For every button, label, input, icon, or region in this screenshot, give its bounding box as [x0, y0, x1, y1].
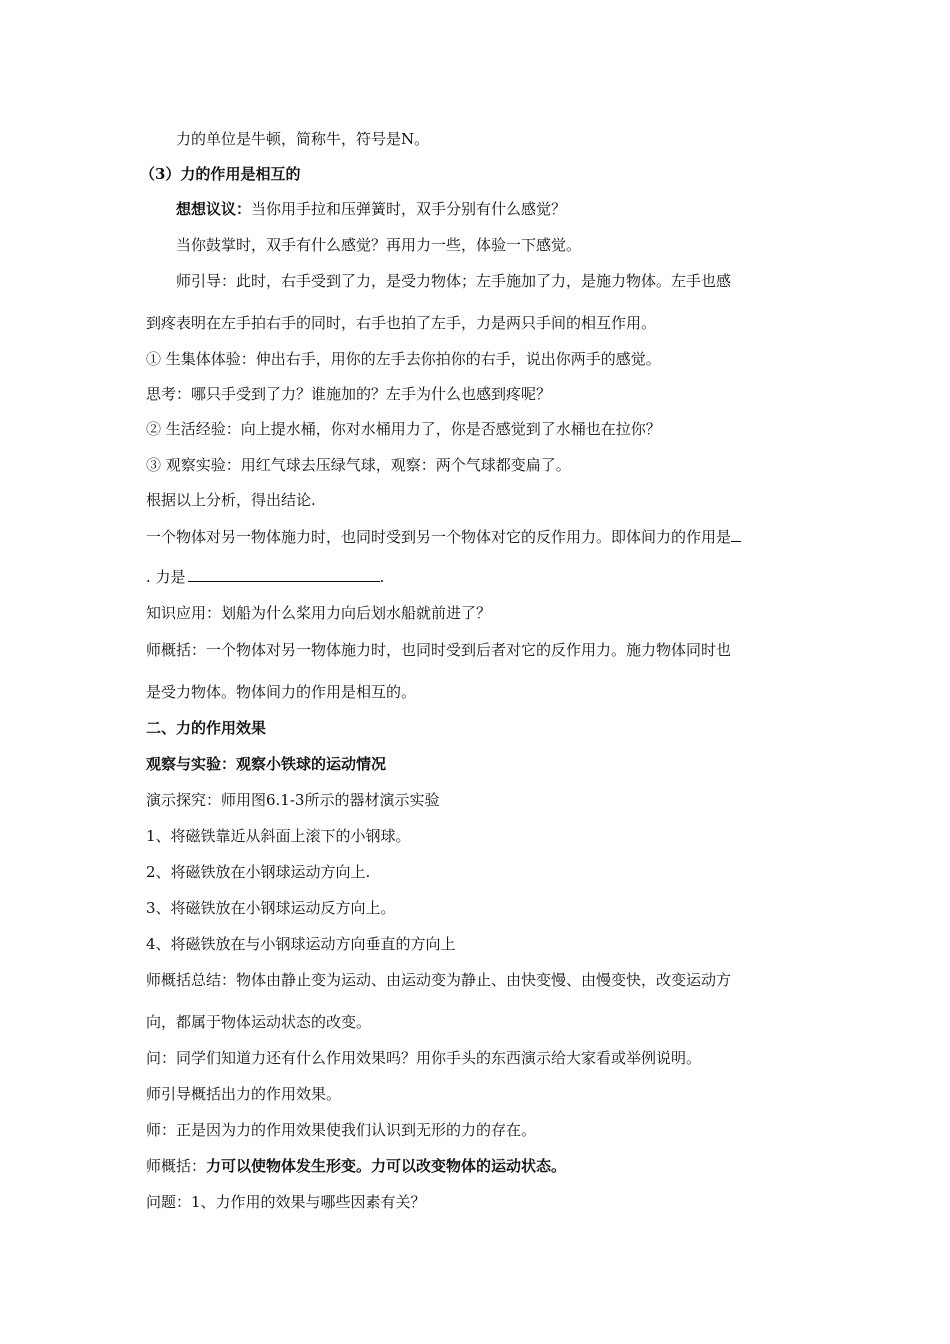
paragraph-knowledge-application: 知识应用：划船为什么桨用力向后划水船就前进了？	[146, 604, 492, 622]
list-item-experience-3: ③ 观察实验：用红气球去压绿气球，观察：两个气球都变扁了。	[146, 456, 571, 474]
final-summary-bold: 力可以使物体发生形变。力可以改变物体的运动状态。	[206, 1157, 567, 1175]
think-discuss-label: 想想议议：	[176, 200, 252, 218]
paragraph-teacher-guide-2: 到疼表明在左手拍右手的同时，右手也拍了左手，力是两只手间的相互作用。	[146, 314, 657, 332]
paragraph-unit-of-force: 力的单位是牛顿，简称牛，符号是N。	[176, 130, 430, 148]
paragraph-question-effects: 问：同学们知道力还有什么作用效果吗？用你手头的东西演示给大家看或举例说明。	[146, 1049, 702, 1067]
list-item-step-1: 1、将磁铁靠近从斜面上滚下的小钢球。	[146, 827, 411, 845]
paragraph-teacher-guide-effects: 师引导概括出力的作用效果。	[146, 1085, 342, 1103]
paragraph-motion-summary-1: 师概括总结：物体由静止变为运动、由运动变为静止、由快变慢、由慢变快，改变运动方	[146, 971, 732, 989]
subheading-observation: 观察与实验：观察小铁球的运动情况	[146, 755, 387, 773]
conclusion-period: .	[379, 568, 385, 586]
list-item-step-4: 4、将磁铁放在与小钢球运动方向垂直的方向上	[146, 935, 456, 953]
paragraph-conclusion-2	[146, 566, 810, 588]
fill-blank-1	[731, 526, 741, 542]
fill-blank-2	[188, 566, 380, 582]
list-item-experience-1: ① 生集体体验：伸出右手，用你的左手去你拍你的右手，说出你两手的感觉。	[146, 350, 661, 368]
paragraph-teacher-guide-1: 师引导：此时，右手受到了力，是受力物体；左手施加了力，是施力物体。左手也感	[176, 272, 732, 290]
list-item-step-3: 3、将磁铁放在小钢球运动反方向上。	[146, 899, 396, 917]
paragraph-demo: 演示探究：师用图6.1-3所示的器材演示实验	[146, 791, 440, 809]
conclusion-text-2: . 力是	[146, 568, 186, 586]
think-discuss-text: 当你用手拉和压弹簧时，双手分别有什么感觉？	[251, 200, 567, 218]
paragraph-question-factors: 问题：1、力作用的效果与哪些因素有关？	[146, 1193, 426, 1211]
paragraph-teacher-summary-2: 是受力物体。物体间力的作用是相互的。	[146, 683, 417, 701]
final-summary-label: 师概括：	[146, 1157, 207, 1175]
paragraph-think-discuss	[176, 198, 810, 220]
paragraph-final-summary	[146, 1155, 810, 1177]
section-heading-mutual-force: （3）力的作用是相互的	[140, 165, 301, 183]
list-item-experience-2: ② 生活经验：向上提水桶，你对水桶用力了，你是否感觉到了水桶也在拉你？	[146, 420, 661, 438]
paragraph-conclusion-1	[146, 526, 810, 548]
section-heading-effects: 二、力的作用效果	[146, 719, 267, 737]
paragraph-conclusion-intro: 根据以上分析，得出结论.	[146, 491, 316, 509]
paragraph-invisible-force: 师：正是因为力的作用效果使我们认识到无形的力的存在。	[146, 1121, 537, 1139]
list-item-step-2: 2、将磁铁放在小钢球运动方向上.	[146, 863, 371, 881]
paragraph-clapping: 当你鼓掌时，双手有什么感觉？再用力一些，体验一下感觉。	[176, 236, 582, 254]
paragraph-think-question: 思考：哪只手受到了力？谁施加的？左手为什么也感到疼呢？	[146, 385, 552, 403]
paragraph-teacher-summary-1: 师概括：一个物体对另一物体施力时，也同时受到后者对它的反作用力。施力物体同时也	[146, 641, 732, 659]
paragraph-motion-summary-2: 向，都属于物体运动状态的改变。	[146, 1013, 372, 1031]
conclusion-text: 一个物体对另一物体施力时，也同时受到另一个物体对它的反作用力。即体间力的作用是	[146, 528, 732, 546]
